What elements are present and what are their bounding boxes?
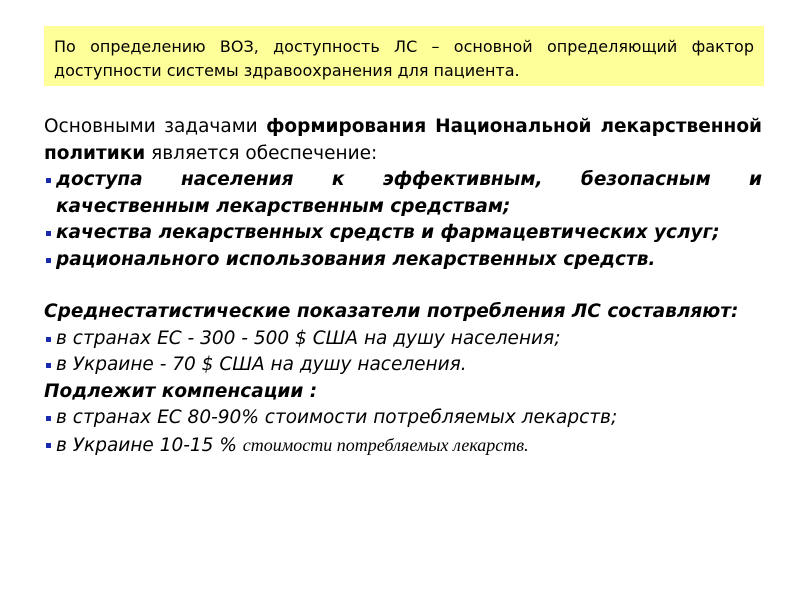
task-text: доступа населения к эффективным, безопасным и качественным лекарственным средствам; [56,169,762,217]
slide-body [44,114,762,459]
compensation-lead: в Украине 10-15 % [56,434,243,456]
compensation-heading: Подлежит компенсации : [44,380,318,402]
compensation-item [44,405,762,432]
intro-bold: формирования Национальной лекарственной политики [44,116,762,164]
consumption-item [44,352,762,379]
compensation-text: в странах ЕС 80-90% стоимости потребляемых лекарств; [56,407,618,428]
compensation-tail: стоимости потребляемых лекарств. [242,434,529,455]
square-bullet-icon [46,178,51,183]
square-bullet-icon [46,363,51,368]
who-definition-callout [44,26,764,86]
square-bullet-icon [46,231,51,236]
callout-text: По определению ВОЗ, доступность ЛС – основной определяющий фактор доступности системы здравоохранения для пациента. [54,37,754,80]
intro-paragraph [44,114,762,167]
square-bullet-icon [46,258,51,263]
square-bullet-icon [46,337,51,342]
consumption-item [44,326,762,353]
consumption-heading: Среднестатистические показатели потребления ЛС составляют: [44,301,739,322]
task-item [44,247,762,274]
compensation-item [44,432,762,460]
task-text: качества лекарственных средств и фармацевтических услуг; [56,222,720,243]
square-bullet-icon [46,416,51,421]
spacer [44,273,762,299]
intro-tail: является обеспечение: [145,142,378,164]
task-item [44,220,762,247]
intro-lead: Основными задачами [44,116,267,137]
consumption-text: в странах ЕС - 300 - 500 $ США на душу населения; [56,327,561,349]
task-text: рационального использования лекарственных средств. [56,248,656,270]
compensation-text [56,432,762,460]
task-item [44,167,762,220]
square-bullet-icon [46,443,51,448]
consumption-text: в Украине - 70 $ США на душу населения. [56,354,467,375]
